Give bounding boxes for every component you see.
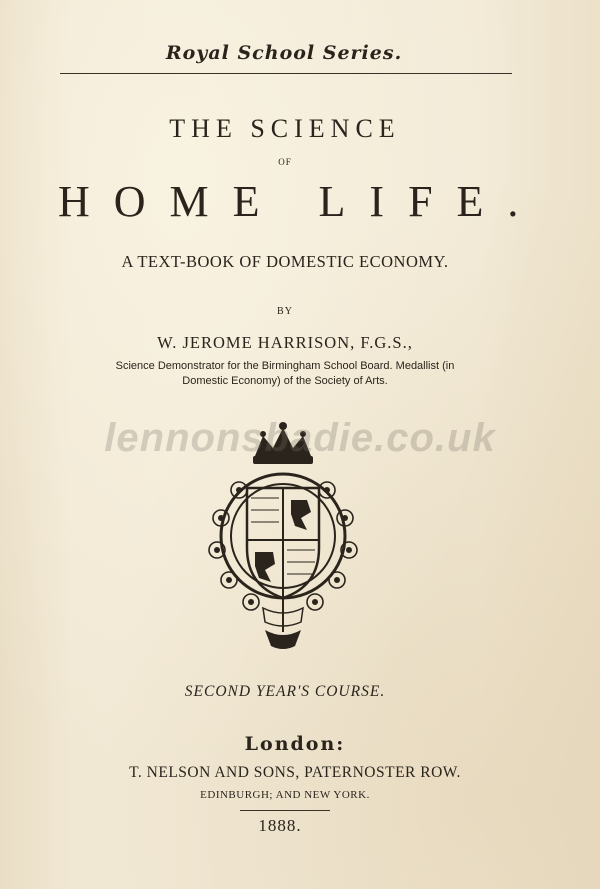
watermark-text: lennonsbadie.co.uk	[104, 416, 496, 460]
series-heading: Royal School Series.	[165, 42, 403, 64]
title-line-1: THE SCIENCE	[169, 114, 401, 143]
top-rule	[60, 73, 512, 74]
course-line: SECOND YEAR'S COURSE.	[184, 683, 386, 700]
publication-year: 1888.	[258, 816, 302, 835]
author-name: W. JEROME HARRISON, F.G.S.,	[157, 333, 413, 352]
publisher-name: T. NELSON AND SONS, PATERNOSTER ROW.	[129, 764, 461, 781]
publication-city: London:	[244, 733, 346, 755]
title-of: OF	[278, 157, 292, 167]
title-line-2: HOME LIFE.	[58, 177, 543, 226]
bottom-rule	[240, 810, 330, 811]
by-line: BY	[277, 306, 293, 317]
subtitle: A TEXT-BOOK OF DOMESTIC ECONOMY.	[121, 252, 449, 271]
publisher-locations: EDINBURGH; AND NEW YORK.	[200, 789, 370, 801]
author-credentials: Science Demonstrator for the Birmingham School Board. Medallist (in Domestic Economy) of the Society of Arts.	[115, 360, 455, 387]
